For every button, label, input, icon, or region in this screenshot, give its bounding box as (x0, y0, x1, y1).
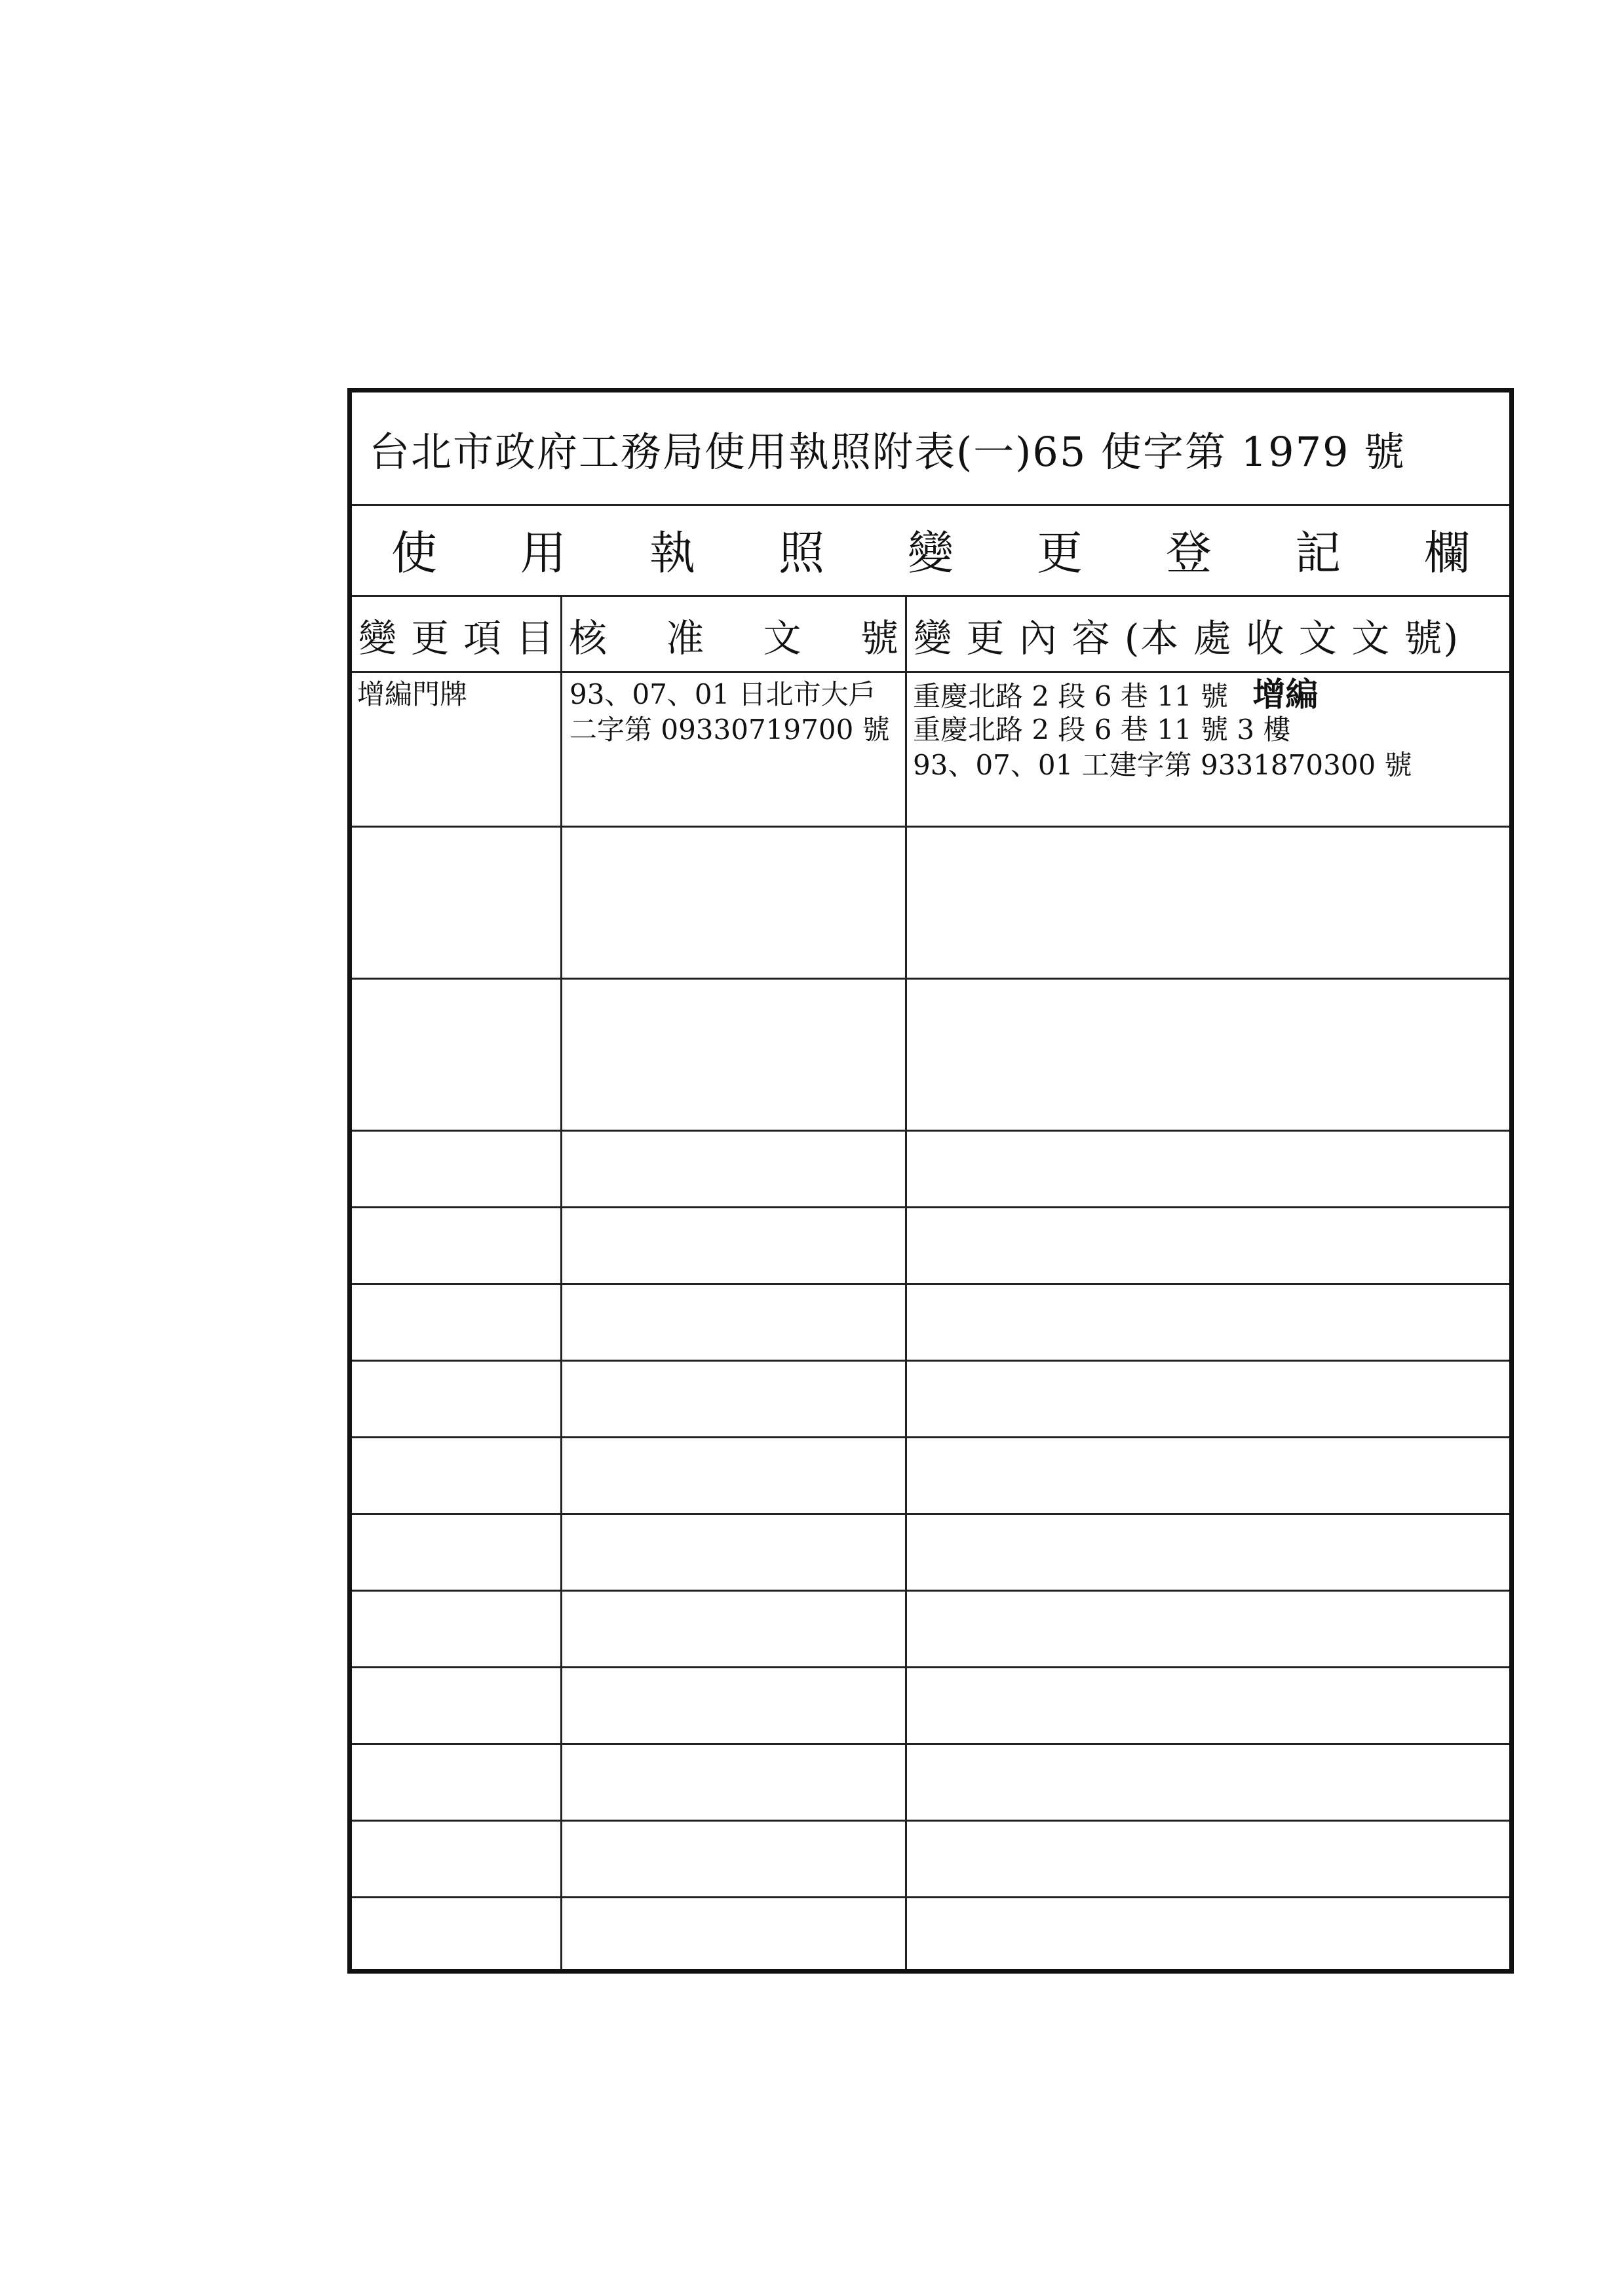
content-stamp: 增編 (1252, 676, 1319, 714)
table-row-empty (352, 1822, 1509, 1898)
header-char: 項 (463, 616, 501, 660)
table-row-empty (352, 1285, 1509, 1362)
header-change-item (352, 597, 560, 673)
header-char: 變 (358, 616, 397, 660)
heading-char: 照 (779, 526, 824, 580)
table-row-empty (352, 1668, 1509, 1745)
content-address: 重慶北路 2 段 6 巷 11 號 (913, 680, 1228, 712)
table-row (352, 673, 1509, 828)
change-table (352, 597, 1509, 1969)
heading-char: 記 (1295, 526, 1341, 580)
cell-change-item: 增編門牌 (357, 678, 468, 710)
license-form (347, 388, 1514, 1974)
heading-char: 執 (649, 526, 695, 580)
cell-content-line2: 重慶北路 2 段 6 巷 11 號 3 樓 (913, 714, 1291, 746)
section-heading (352, 504, 1509, 597)
table-row-empty (352, 1438, 1509, 1515)
heading-char: 變 (908, 526, 954, 580)
cell-content-line3: 93、07、01 工建字第 9331870300 號 (913, 749, 1412, 781)
table-row-empty (352, 980, 1509, 1132)
header-approval-no (562, 597, 905, 673)
heading-char: 使 (391, 526, 437, 580)
table-row-empty (352, 1745, 1509, 1822)
header-char: 准 (666, 616, 704, 660)
heading-char: 登 (1166, 526, 1212, 580)
header-char: 更 (410, 616, 449, 660)
cell-content-line1 (913, 677, 1318, 714)
table-row-empty (352, 828, 1509, 980)
table-row-empty (352, 1592, 1509, 1668)
header-text: 變 更 內 容 (本 處 收 文 文 號) (914, 616, 1460, 660)
header-char: 核 (569, 616, 608, 660)
form-title: 台北市政府工務局使用執照附表(一)65 使字第 1979 號 (369, 427, 1406, 476)
header-char: 號 (860, 616, 898, 660)
table-row-empty (352, 1132, 1509, 1208)
heading-char: 欄 (1424, 526, 1470, 580)
table-row-empty (352, 1362, 1509, 1438)
table-row-empty (352, 1208, 1509, 1285)
heading-char: 更 (1037, 526, 1083, 580)
heading-char: 用 (520, 526, 566, 580)
header-char: 目 (515, 616, 554, 660)
header-char: 文 (763, 616, 801, 660)
form-title-row (352, 392, 1509, 506)
table-header-row (352, 597, 1509, 673)
cell-approval-no-line1: 93、07、01 日北市大戶 (569, 678, 876, 710)
header-change-content (907, 597, 1510, 673)
cell-approval-no-line2: 二字第 09330719700 號 (569, 714, 890, 746)
table-row-empty (352, 1515, 1509, 1592)
